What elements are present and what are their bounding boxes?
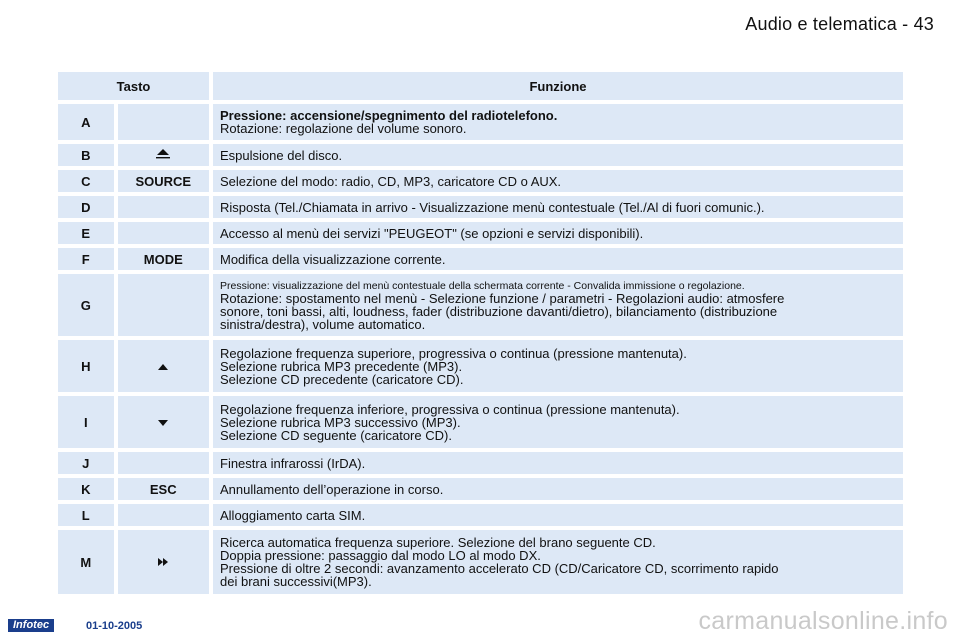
description-line: sinistra/destra), volume automatico. <box>220 316 426 332</box>
eject-icon <box>154 148 172 163</box>
footer-date: 01-10-2005 <box>86 620 143 632</box>
key-letter: C <box>58 170 118 192</box>
key-symbol <box>118 530 213 594</box>
description-line: Alloggiamento carta SIM. <box>220 507 366 523</box>
description-line: Modifica della visualizzazione corrente. <box>220 251 446 267</box>
table-row <box>58 340 903 392</box>
description-line: Selezione CD seguente (caricatore CD). <box>220 427 452 443</box>
description-line: Pressione: accensione/spegnimento del radiotelefono. <box>220 108 558 123</box>
controls-table <box>58 68 903 598</box>
table-row <box>58 504 903 526</box>
table-row <box>58 452 903 474</box>
key-letter: J <box>58 452 118 474</box>
description-line: Selezione rubrica MP3 successivo (MP3). <box>220 414 461 430</box>
key-symbol <box>118 452 213 474</box>
arrow-down-icon <box>157 415 169 430</box>
description-line: dei brani successivi(MP3). <box>220 574 372 589</box>
description-line: Doppia pressione: passaggio dal modo LO al modo DX. <box>220 548 541 563</box>
table-row <box>58 144 903 166</box>
key-letter: H <box>58 340 118 392</box>
description-line: Regolazione frequenza superiore, progressiva o continua (pressione mantenuta). <box>220 345 687 361</box>
table-row <box>58 170 903 192</box>
table-row <box>58 478 903 500</box>
description-line: Pressione di oltre 2 secondi: avanzamento accelerato CD (CD/Caricatore CD, scorrimento rapido <box>220 561 779 576</box>
table-row <box>58 396 903 448</box>
description-line: sonore, toni bassi, alti, loudness, fader (distribuzione davanti/dietro), bilanciamento (distribuzione <box>220 303 778 319</box>
fast-forward-icon <box>157 555 169 570</box>
key-letter: F <box>58 248 118 270</box>
function-description <box>213 274 903 336</box>
function-description <box>213 144 903 166</box>
key-letter: E <box>58 222 118 244</box>
function-description <box>213 104 903 140</box>
header-key: Tasto <box>58 72 213 100</box>
description-line: Regolazione frequenza inferiore, progressiva o continua (pressione mantenuta). <box>220 401 680 417</box>
key-letter: G <box>58 274 118 336</box>
description-line: Risposta (Tel./Chiamata in arrivo - Visualizzazione menù contestuale (Tel./Al di fuori comunic.). <box>220 199 765 215</box>
key-symbol <box>118 144 213 166</box>
key-symbol <box>118 104 213 140</box>
key-symbol <box>118 274 213 336</box>
function-description <box>213 504 903 526</box>
key-letter: A <box>58 104 118 140</box>
key-letter: I <box>58 396 118 448</box>
function-description <box>213 222 903 244</box>
description-line: Selezione del modo: radio, CD, MP3, caricatore CD o AUX. <box>220 173 562 189</box>
description-line: Ricerca automatica frequenza superiore. Selezione del brano seguente CD. <box>220 535 656 550</box>
key-symbol: ESC <box>118 478 213 500</box>
key-letter: L <box>58 504 118 526</box>
key-symbol <box>118 222 213 244</box>
table-row <box>58 248 903 270</box>
key-symbol: MODE <box>118 248 213 270</box>
function-description <box>213 452 903 474</box>
key-symbol <box>118 504 213 526</box>
function-description <box>213 530 903 594</box>
table-row <box>58 104 903 140</box>
table-row <box>58 530 903 594</box>
function-description <box>213 478 903 500</box>
function-description <box>213 196 903 218</box>
table-row <box>58 222 903 244</box>
arrow-up-icon <box>157 359 169 374</box>
table-header-row <box>58 72 903 100</box>
key-symbol <box>118 340 213 392</box>
function-description <box>213 340 903 392</box>
table-row <box>58 196 903 218</box>
header-function: Funzione <box>213 72 903 100</box>
function-description <box>213 396 903 448</box>
infotec-logo: Infotec <box>8 619 54 632</box>
description-line: Rotazione: spostamento nel menù - Selezione funzione / parametri - Regolazioni audio: atmosfere <box>220 290 785 306</box>
key-symbol <box>118 196 213 218</box>
key-symbol: SOURCE <box>118 170 213 192</box>
key-letter: M <box>58 530 118 594</box>
table-row <box>58 274 903 336</box>
watermark: carmanualsonline.info <box>698 607 948 635</box>
description-line: Selezione rubrica MP3 precedente (MP3). <box>220 358 463 374</box>
function-description <box>213 170 903 192</box>
description-line: Accesso al menù dei servizi "PEUGEOT" (se opzioni e servizi disponibili). <box>220 225 644 241</box>
page-title: Audio e telematica - 43 <box>745 14 934 34</box>
key-letter: K <box>58 478 118 500</box>
function-description <box>213 248 903 270</box>
description-line: Pressione: visualizzazione del menù contestuale della schermata corrente - Convalida immissione o regolazione. <box>220 279 745 292</box>
key-letter: B <box>58 144 118 166</box>
description-line: Espulsione del disco. <box>220 147 343 163</box>
description-line: Rotazione: regolazione del volume sonoro. <box>220 121 467 136</box>
description-line: Finestra infrarossi (IrDA). <box>220 455 366 471</box>
key-symbol <box>118 396 213 448</box>
description-line: Selezione CD precedente (caricatore CD). <box>220 371 464 387</box>
description-line: Annullamento dell’operazione in corso. <box>220 481 444 497</box>
key-letter: D <box>58 196 118 218</box>
